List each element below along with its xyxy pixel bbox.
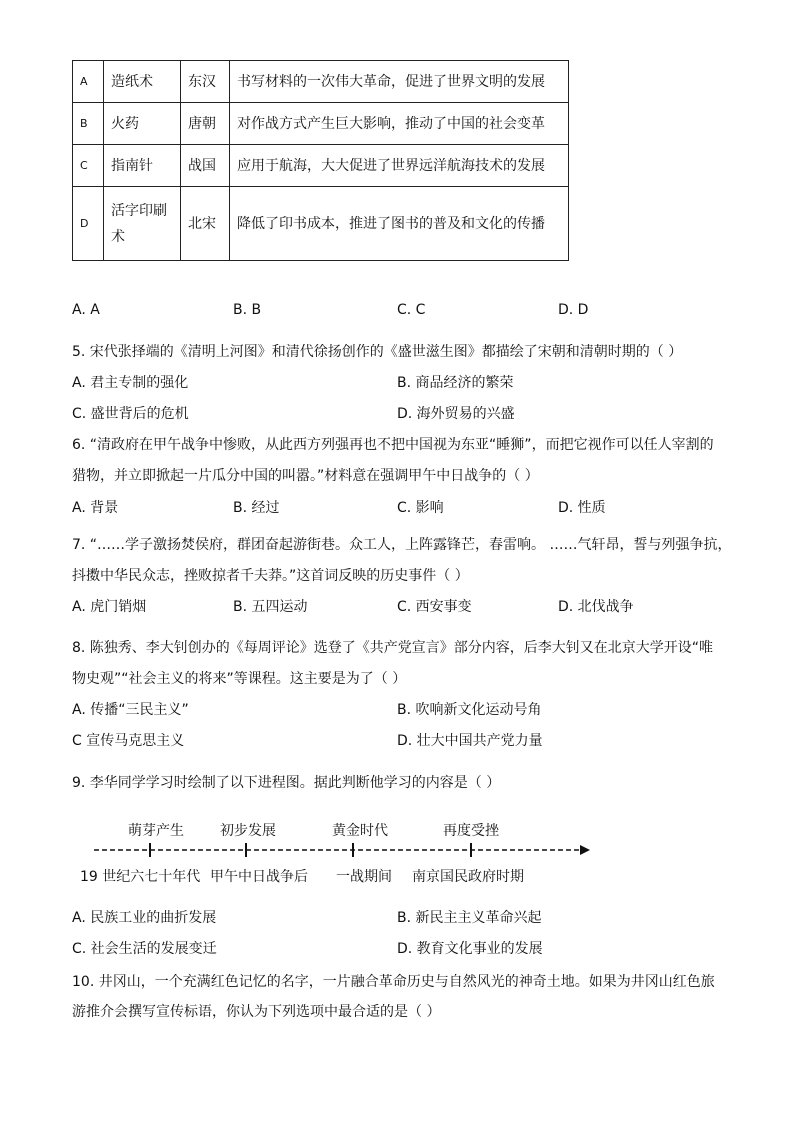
table-row [73,61,569,103]
table-row [73,103,569,145]
q10-stem-line1: 10. 井冈山，一个充满红色记忆的名字，一片融合革命历史与自然风光的神奇土地。如果为井冈山红色旅 [72,974,715,990]
dynasty: 东汉 [181,61,230,103]
invention-name [104,187,181,261]
q7-option-c: C. 西安事变 [397,599,472,615]
impact: 书写材料的一次伟大革命，促进了世界文明的发展 [230,61,569,103]
q8-option-a: A. 传播“三民主义” [72,702,189,718]
row-letter: C [73,145,104,187]
q8-stem-line1: 8. 陈独秀、李大钊创办的《每周评论》选登了《共产党宣言》部分内容，后李大钊又在北京大学开设“唯 [72,640,714,656]
q4-option-b: B. B [233,302,262,318]
q9-stem: 9. 李华同学学习时绘制了以下进程图。据此判断他学习的内容是（ ） [72,775,501,791]
dynasty: 唐朝 [181,103,230,145]
q9-option-d: D. 教育文化事业的发展 [397,941,543,957]
q5-stem: 5. 宋代张择端的《清明上河图》和清代徐扬创作的《盛世滋生图》都描绘了宋朝和清朝时期的（ ） [72,344,683,360]
q7-stem-line1: 7. “……学子激扬焚侯府，群团奋起游街巷。众工人，上阵露锋芒，春雷响。 ……气轩昂，誓与列强争抗， [72,537,732,553]
q8-option-d: D. 壮大中国共产党力量 [397,733,543,749]
q9-option-a: A. 民族工业的曲折发展 [72,910,217,926]
invention-name-line1: 活字印刷 [111,202,167,219]
q5-option-d: D. 海外贸易的兴盛 [397,406,515,422]
dynasty: 北宋 [181,187,230,261]
q4-option-c: C. C [397,302,426,318]
impact: 对作战方式产生巨大影响，推动了中国的社会变革 [230,103,569,145]
q6-option-c: C. 影响 [397,500,444,516]
q6-stem-line1: 6. “清政府在甲午战争中惨败，从此西方列强再也不把中国视为东亚“睡狮”，而把它视作可以任人宰割的 [72,437,714,453]
impact: 应用于航海，大大促进了世界远洋航海技术的发展 [230,145,569,187]
row-letter: D [73,187,104,261]
q8-stem-line2: 物史观”“社会主义的将来”等课程。这主要是为了（ ） [72,671,407,687]
q6-stem-line2: 猎物，并立即掀起一片瓜分中国的叫嚣。”材料意在强调甲午中日战争的（ ） [72,468,539,484]
q10-stem-line2: 游推介会撰写宣传标语，你认为下列选项中最合适的是（ ） [72,1004,441,1020]
invention-name: 火药 [104,103,181,145]
timeline-arrowhead [580,845,590,855]
timeline-period: 南京国民政府时期 [412,869,524,885]
timeline-stage: 萌芽产生 [128,823,184,839]
timeline-period: 一战期间 [336,869,392,885]
inventions-table [72,60,569,261]
q9-option-c: C. 社会生活的发展变迁 [72,941,217,957]
q7-option-d: D. 北伐战争 [558,599,634,615]
timeline-period: 甲午中日战争后 [210,869,308,885]
q7-option-a: A. 虎门销烟 [72,599,147,615]
row-letter: A [73,61,104,103]
row-letter: B [73,103,104,145]
timeline-period: 19 世纪六七十年代 [80,869,201,885]
q5-option-c: C. 盛世背后的危机 [72,406,189,422]
q9-timeline [80,816,600,886]
table-row [73,145,569,187]
q5-option-a: A. 君主专制的强化 [72,375,189,391]
q5-option-b: B. 商品经济的繁荣 [397,375,514,391]
timeline-stage: 初步发展 [220,823,276,839]
q6-option-a: A. 背景 [72,500,119,516]
dynasty: 战国 [181,145,230,187]
q8-option-b: B. 吹响新文化运动号角 [397,702,542,718]
q6-option-b: B. 经过 [233,500,280,516]
q4-option-a: A. A [72,302,100,318]
invention-name-line2: 术 [111,228,125,245]
q7-stem-line2: 抖擞中华民众志，挫败掠者千夫莽。”这首词反映的历史事件（ ） [72,568,469,584]
invention-name: 造纸术 [104,61,181,103]
table-row [73,187,569,261]
q6-option-d: D. 性质 [558,500,606,516]
q4-option-d: D. D [558,302,589,318]
q7-option-b: B. 五四运动 [233,599,308,615]
timeline-stage: 再度受挫 [443,823,499,839]
impact: 降低了印书成本，推进了图书的普及和文化的传播 [230,187,569,261]
timeline-stage: 黄金时代 [332,823,388,839]
q9-option-b: B. 新民主主义革命兴起 [397,910,542,926]
invention-name: 指南针 [104,145,181,187]
q8-option-c: C 宣传马克思主义 [72,733,185,749]
